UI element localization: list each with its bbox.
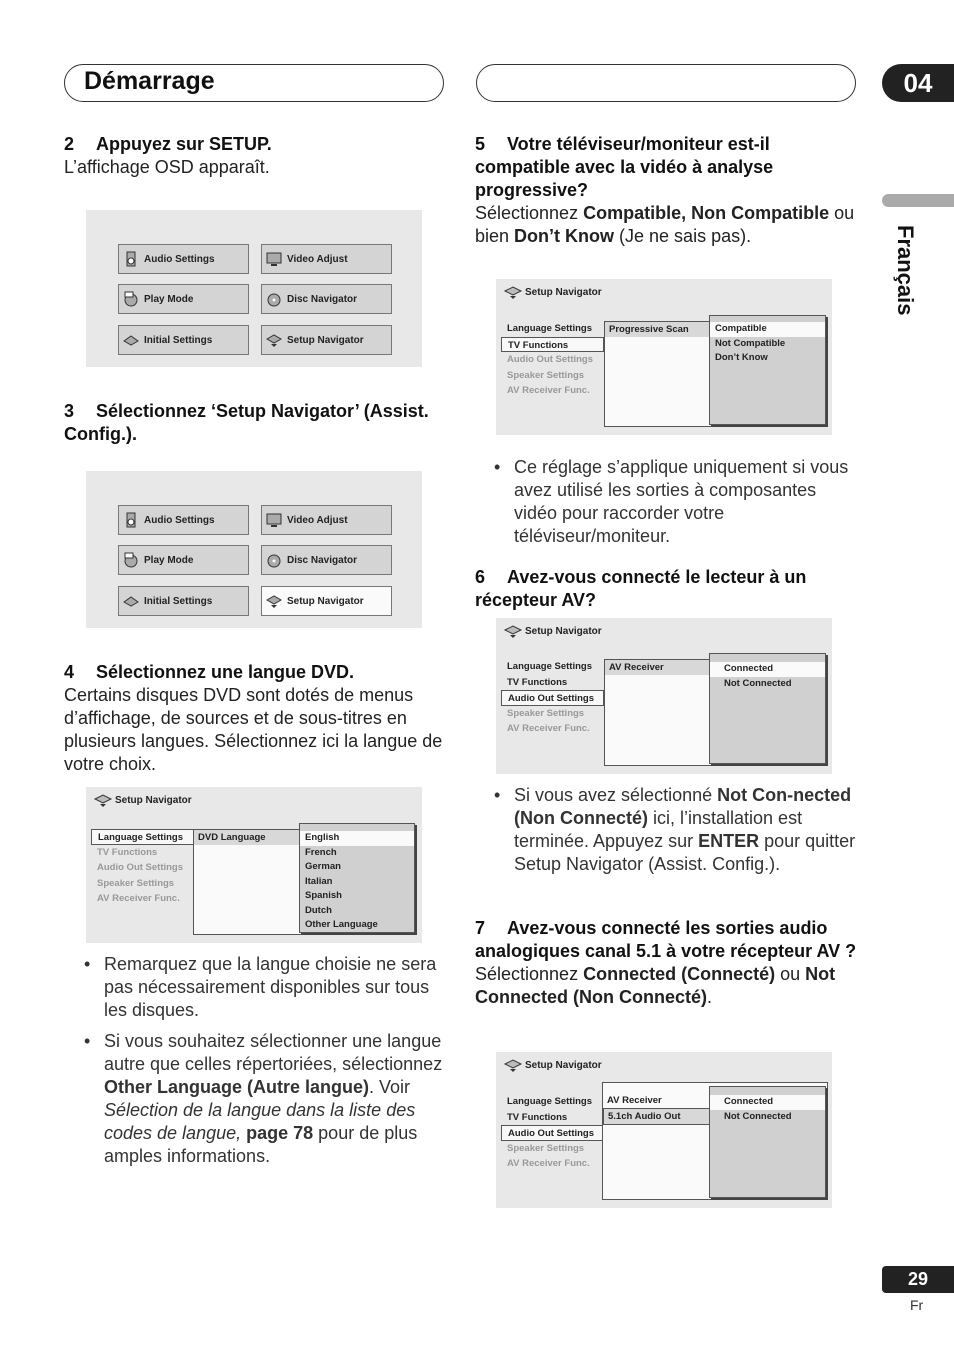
page-language-code: Fr	[910, 1297, 924, 1313]
disc-play-icon	[122, 290, 140, 308]
navigator-menu	[91, 829, 194, 907]
option-connected[interactable]: Connected	[710, 662, 825, 677]
menu-speaker-settings[interactable]: Speaker Settings	[97, 877, 175, 889]
step-5-notes	[488, 456, 860, 556]
option-not-connected[interactable]: Not Connected	[724, 1110, 792, 1122]
option-not-compatible[interactable]: Not Compatible	[715, 337, 786, 349]
option-english[interactable]: English	[300, 831, 414, 846]
audio-settings-button[interactable]: Audio Settings	[118, 505, 249, 535]
menu-language-settings[interactable]: Language Settings	[91, 829, 194, 845]
navigator-header: Setup Navigator	[93, 791, 192, 809]
navigator-icon	[503, 622, 523, 640]
navigator-icon	[265, 331, 283, 349]
step-title: Appuyez sur SETUP.	[96, 134, 272, 154]
osd-main-menu-2	[86, 471, 422, 628]
osd-progressive-scan	[496, 279, 832, 435]
page-number: 29	[882, 1266, 954, 1293]
header-empty-frame	[476, 64, 856, 102]
play-mode-button[interactable]: Play Mode	[118, 284, 249, 314]
language-tab	[868, 225, 948, 345]
disc-icon	[265, 551, 283, 569]
osd-dvd-language	[86, 787, 422, 943]
menu-language-settings[interactable]: Language Settings	[507, 661, 592, 672]
note-language-availability: • Remarquez que la langue choisie ne sera pas nécessairement disponibles sur tous les disques.	[78, 953, 450, 1022]
osd-51ch-audio-out	[496, 1052, 832, 1208]
navigator-icon	[503, 283, 523, 301]
setup-navigator-button[interactable]: Setup Navigator	[261, 325, 392, 355]
menu-tv-functions[interactable]: TV Functions	[507, 1111, 568, 1123]
step-7: 7 Avez-vous connecté les sorties audio analogiques canal 5.1 à votre récepteur AV ? Sélectionnez Connected (Connecté) ou Not Connected (Non Connecté).	[475, 918, 857, 1007]
page-title: Démarrage	[84, 67, 215, 95]
chapter-number: 04	[882, 64, 954, 102]
language-options	[299, 823, 415, 933]
speaker-icon	[122, 511, 140, 529]
option-dutch[interactable]: Dutch	[305, 904, 332, 916]
note-not-connected: • Si vous avez sélectionné Not Con-nected (Non Connecté) ici, l’installation est terminée. Appuyez sur ENTER pour quitter Setup Navigator (Assist. Config.).	[488, 784, 860, 876]
option-connected[interactable]: Connected	[710, 1095, 825, 1110]
menu-audio-out-settings[interactable]: Audio Out Settings	[501, 1125, 604, 1141]
navigator-icon	[265, 592, 283, 610]
settings-icon	[122, 592, 140, 610]
initial-settings-button[interactable]: Initial Settings	[118, 586, 249, 616]
panel-title: Progressive Scan	[605, 322, 827, 337]
navigator-menu	[501, 659, 604, 737]
navigator-menu	[501, 321, 604, 399]
menu-speaker-settings[interactable]: Speaker Settings	[507, 707, 585, 719]
menu-av-receiver-func[interactable]: AV Receiver Func.	[97, 893, 180, 904]
menu-tv-functions[interactable]: TV Functions	[97, 846, 158, 858]
panel-title-av-receiver: AV Receiver	[603, 1093, 827, 1108]
step-4: 4 Sélectionnez une langue DVD. Certains disques DVD sont dotés de menus d’affichage, de sources et de sous-titres en plusieurs langues. Sélectionnez ici la langue de votre choix.	[64, 662, 443, 774]
note-other-language: • Si vous souhaitez sélectionner une langue autre que celles répertoriées, sélectionnez Other Language (Autre langue). Voir Sélection de la langue dans la liste des codes de langue, page 78 pour de plus amples informations.	[78, 1030, 450, 1168]
option-not-connected[interactable]: Not Connected	[724, 677, 792, 689]
navigator-icon	[503, 1056, 523, 1074]
menu-av-receiver-func[interactable]: AV Receiver Func.	[507, 723, 590, 734]
step-body: L’affichage OSD apparaît.	[64, 157, 270, 177]
option-italian[interactable]: Italian	[305, 875, 333, 887]
menu-speaker-settings[interactable]: Speaker Settings	[507, 1142, 585, 1154]
audio-out-options	[709, 1086, 826, 1198]
navigator-header: Setup Navigator	[503, 283, 602, 301]
video-adjust-button[interactable]: Video Adjust	[261, 244, 392, 274]
initial-settings-button[interactable]: Initial Settings	[118, 325, 249, 355]
disc-play-icon	[122, 551, 140, 569]
note-component-video: • Ce réglage s’applique uniquement si vous avez utilisé les sorties à composantes vidéo pour raccorder votre téléviseur/moniteur.	[488, 456, 860, 548]
language-tab-bar	[882, 194, 954, 207]
audio-settings-button[interactable]: Audio Settings	[118, 244, 249, 274]
menu-language-settings[interactable]: Language Settings	[507, 323, 592, 334]
navigator-menu	[501, 1094, 604, 1172]
progressive-options	[709, 315, 826, 425]
option-german[interactable]: German	[305, 861, 341, 872]
step-5: 5 Votre téléviseur/moniteur est-il compatible avec la vidéo à analyse progressive? Sélectionnez Compatible, Non Compatible ou bien Don’t Know (Je ne sais pas).	[475, 134, 855, 246]
menu-tv-functions[interactable]: TV Functions	[507, 676, 568, 688]
monitor-icon	[265, 511, 283, 529]
video-adjust-button[interactable]: Video Adjust	[261, 505, 392, 535]
option-dont-know[interactable]: Don’t Know	[715, 352, 768, 363]
menu-audio-out-settings[interactable]: Audio Out Settings	[97, 862, 184, 873]
panel-title: AV Receiver	[605, 660, 827, 675]
step-number: 2	[64, 134, 75, 154]
monitor-icon	[265, 250, 283, 268]
av-receiver-options	[709, 653, 826, 764]
menu-audio-out-settings[interactable]: Audio Out Settings	[507, 354, 594, 365]
menu-audio-out-settings[interactable]: Audio Out Settings	[501, 690, 604, 706]
menu-tv-functions[interactable]: TV Functions	[501, 337, 604, 353]
menu-av-receiver-func[interactable]: AV Receiver Func.	[507, 1158, 590, 1169]
step-3: 3 Sélectionnez ‘Setup Navigator’ (Assist. Config.).	[64, 401, 429, 444]
panel-title-51ch: 5.1ch Audio Out	[603, 1108, 827, 1125]
language-label: Français	[893, 225, 918, 316]
speaker-icon	[122, 250, 140, 268]
disc-navigator-button[interactable]: Disc Navigator	[261, 545, 392, 575]
step-6: 6 Avez-vous connecté le lecteur à un récepteur AV?	[475, 567, 807, 610]
navigator-header: Setup Navigator	[503, 622, 602, 640]
settings-icon	[122, 331, 140, 349]
menu-language-settings[interactable]: Language Settings	[507, 1096, 592, 1107]
osd-main-menu-1	[86, 210, 422, 367]
step-4-notes	[78, 953, 450, 1176]
menu-speaker-settings[interactable]: Speaker Settings	[507, 369, 585, 381]
navigator-header: Setup Navigator	[503, 1056, 602, 1074]
step-6-notes	[488, 784, 860, 884]
panel-title: DVD Language	[194, 830, 416, 845]
navigator-icon	[93, 791, 113, 809]
option-other-language[interactable]: Other Language	[305, 919, 378, 930]
disc-navigator-button[interactable]: Disc Navigator	[261, 284, 392, 314]
option-french[interactable]: French	[305, 846, 337, 858]
step-2	[64, 133, 444, 179]
disc-icon	[265, 290, 283, 308]
play-mode-button[interactable]: Play Mode	[118, 545, 249, 575]
option-spanish[interactable]: Spanish	[305, 890, 342, 901]
osd-av-receiver	[496, 618, 832, 774]
setup-navigator-button-selected[interactable]: Setup Navigator	[261, 586, 392, 616]
menu-av-receiver-func[interactable]: AV Receiver Func.	[507, 385, 590, 396]
option-compatible[interactable]: Compatible	[710, 322, 825, 337]
